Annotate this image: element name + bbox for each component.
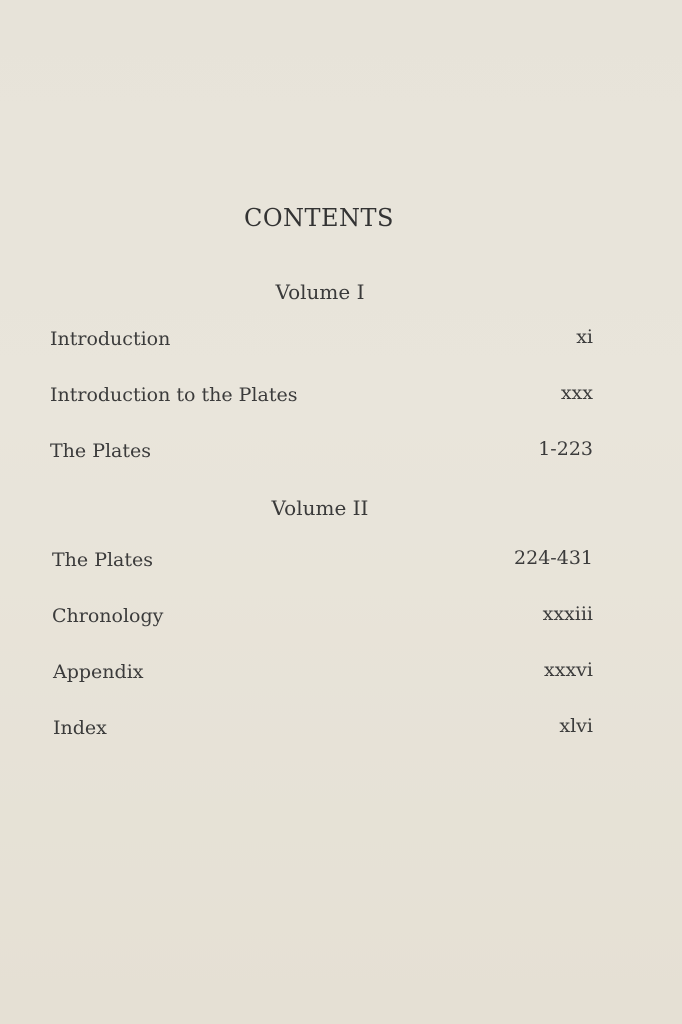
toc-entry-page: xxxiii (542, 603, 593, 625)
toc-entry (53, 717, 593, 743)
toc-entry (50, 440, 593, 466)
toc-entry-page: xxx (560, 382, 593, 404)
toc-entry-label: The Plates (52, 549, 154, 571)
volume-heading: Volume I (275, 280, 365, 304)
toc-entry (52, 605, 593, 631)
toc-entry-page: xi (576, 326, 593, 348)
volume-heading: Volume II (271, 496, 369, 520)
toc-entry-page: xxxvi (544, 659, 593, 681)
toc-entry-label: Appendix (53, 661, 144, 683)
toc-entry (50, 328, 593, 354)
toc-entry (52, 549, 593, 575)
toc-entry-label: Introduction (50, 328, 171, 350)
toc-entry (50, 384, 593, 410)
toc-entry-label: Chronology (52, 605, 164, 627)
toc-entry-label: Index (53, 717, 107, 739)
toc-entry-page: 1-223 (538, 438, 593, 460)
toc-entry-page: 224-431 (514, 547, 593, 569)
toc-entry (53, 661, 593, 687)
page-title: CONTENTS (243, 204, 394, 232)
toc-entry-label: Introduction to the Plates (50, 384, 298, 406)
toc-entry-label: The Plates (50, 440, 152, 462)
toc-entry-page: xlvi (559, 715, 593, 737)
